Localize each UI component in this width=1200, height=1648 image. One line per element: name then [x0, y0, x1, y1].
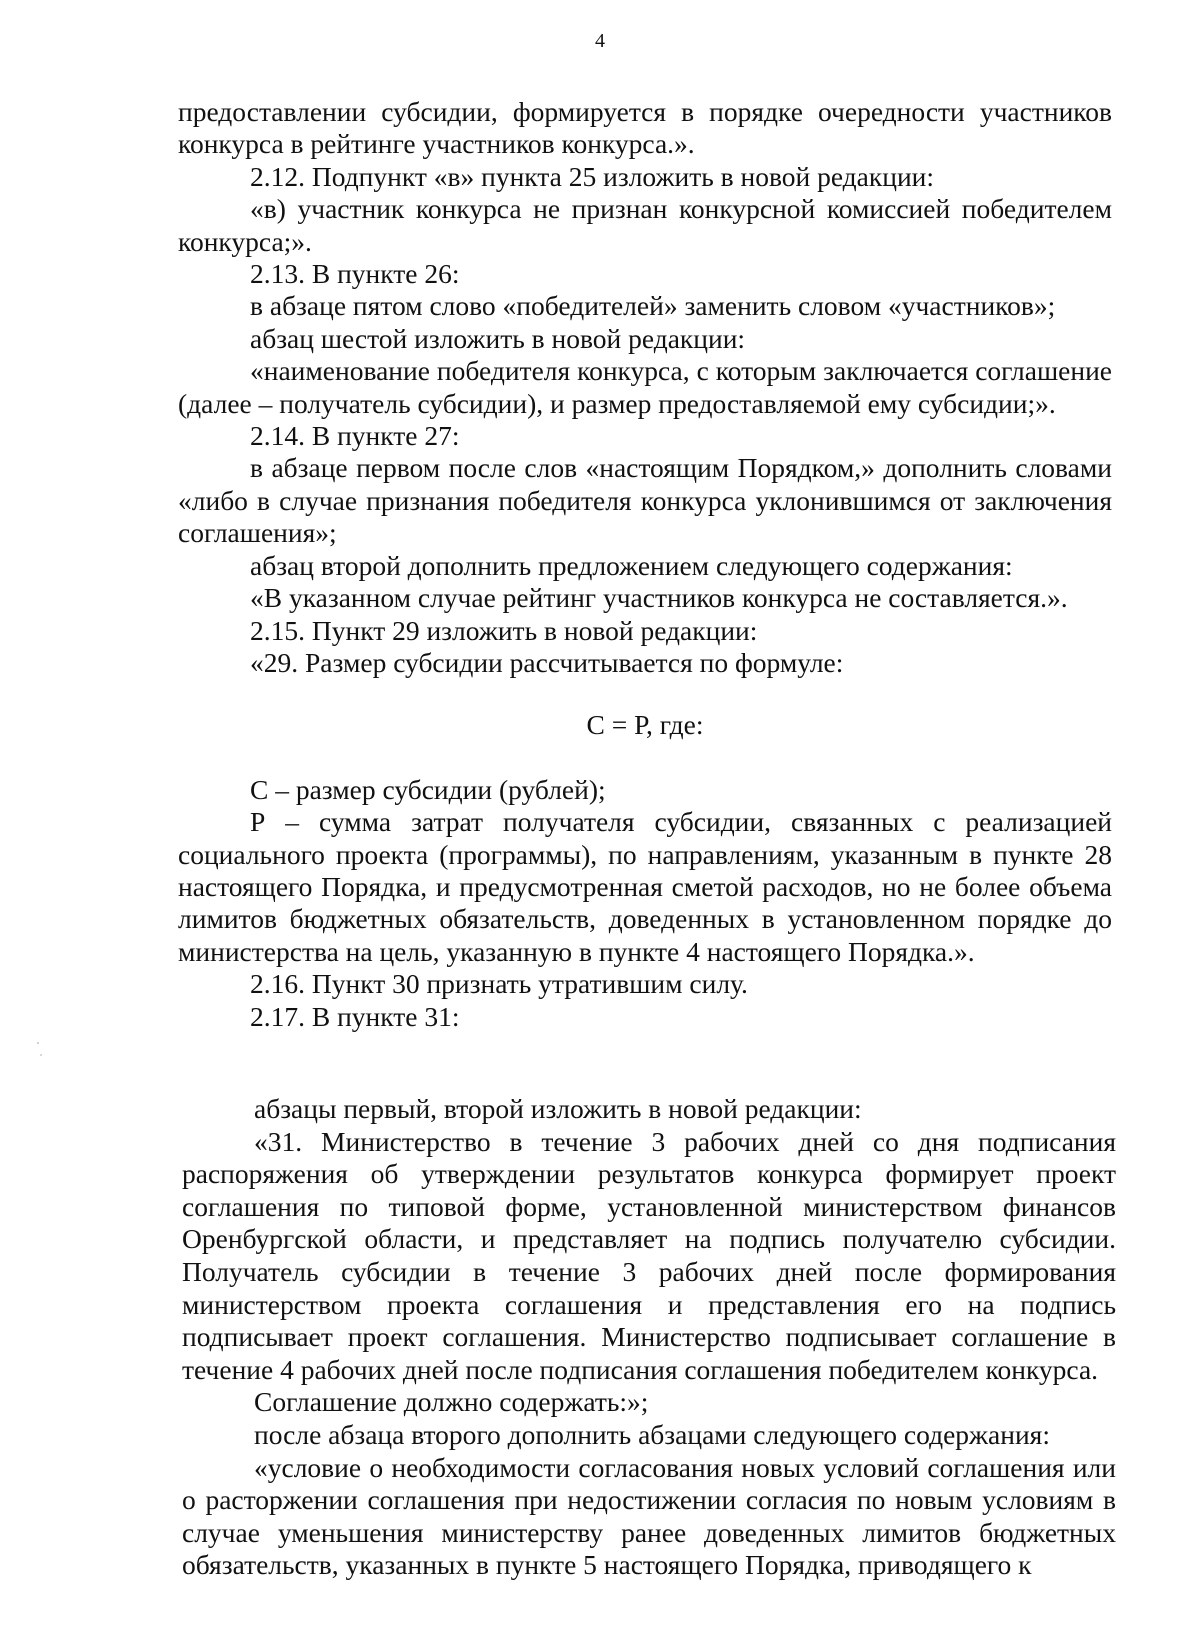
paragraph: Р – сумма затрат получателя субсидии, связанных с реализацией социального проекта (программы), по направлениям, указанным в пункте 28 настоящего Порядка, и предусмотренная сметой расходов, но не более объема лимитов бюджетных обязательств, доведенных в установленном порядке до министерства на цель, указанную в пункте 4 настоящего Порядка.».	[178, 806, 1112, 967]
paragraph: предоставлении субсидии, формируется в порядке очередности участников конкурса в рейтинге участников конкурса.».	[178, 96, 1112, 160]
scan-artifact	[36, 1040, 44, 1060]
paragraph: 2.14. В пункте 27:	[250, 420, 460, 452]
paragraph: абзац шестой изложить в новой редакции:	[250, 322, 746, 354]
formula: С = Р, где:	[586, 709, 704, 741]
paragraph: 2.15. Пункт 29 изложить в новой редакции:	[250, 614, 758, 646]
document-body-lower	[182, 1093, 1116, 1582]
paragraph: в абзаце пятом слово «победителей» заменить словом «участников»;	[250, 290, 1056, 322]
paragraph: 2.13. В пункте 26:	[250, 258, 460, 290]
page-number: 4	[595, 30, 605, 52]
paragraph: после абзаца второго дополнить абзацами следующего содержания:	[254, 1418, 1050, 1450]
paragraph: 2.17. В пункте 31:	[250, 1000, 460, 1032]
paragraph: «В указанном случае рейтинг участников конкурса не составляется.».	[250, 582, 1068, 614]
paragraph: 2.16. Пункт 30 признать утратившим силу.	[250, 968, 748, 1000]
paragraph: «29. Размер субсидии рассчитывается по формуле:	[250, 646, 844, 678]
paragraph: «наименование победителя конкурса, с которым заключается соглашение (далее – получатель субсидии), и размер предоставляемой ему субсидии;».	[178, 355, 1112, 419]
paragraph: Соглашение должно содержать:»;	[254, 1386, 649, 1418]
paragraph: абзац второй дополнить предложением следующего содержания:	[250, 549, 1013, 581]
paragraph: «условие о необходимости согласования новых условий соглашения или о расторжении соглашения при недостижении согласия по новым условиям в случае уменьшения министерству ранее доведенных лимитов бюджетных обязательств, указанных в пункте 5 настоящего Порядка, приводящего к	[182, 1451, 1116, 1581]
paragraph: в абзаце первом после слов «настоящим Порядком,» дополнить словами «либо в случае признания победителя конкурса уклонившимся от заключения соглашения»;	[178, 452, 1112, 549]
document-body-upper	[178, 96, 1112, 1033]
paragraph: «в) участник конкурса не признан конкурсной комиссией победителем конкурса;».	[178, 193, 1112, 257]
paragraph: 2.12. Подпункт «в» пункта 25 изложить в новой редакции:	[250, 160, 935, 192]
paragraph: «31. Министерство в течение 3 рабочих дней со дня подписания распоряжения об утверждении результатов конкурса формирует проект соглашения по типовой форме, установленной министерством финансов Оренбургской области, и представляет на подпись получателю субсидии. Получатель субсидии в течение 3 рабочих дней после формирования министерством проекта соглашения и представления его на подпись подписывает проект соглашения. Министерство подписывает соглашение в течение 4 рабочих дней после подписания соглашения победителем конкурса.	[182, 1125, 1116, 1385]
paragraph: абзацы первый, второй изложить в новой редакции:	[254, 1093, 862, 1124]
paragraph: С – размер субсидии (рублей);	[250, 773, 606, 805]
